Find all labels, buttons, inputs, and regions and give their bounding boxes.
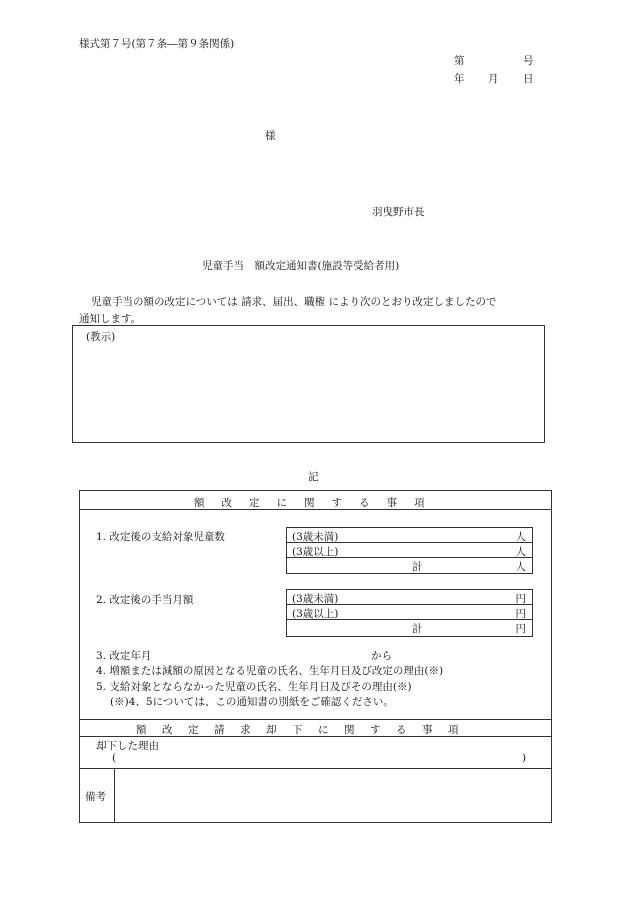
section2-header-divider — [80, 736, 551, 737]
row-unit: 円 — [515, 608, 526, 620]
row-unit: 人 — [515, 546, 526, 558]
date-year: 年 — [454, 73, 465, 85]
row-label: (3歳以上) — [292, 546, 339, 558]
item1-label: 1. 改定後の支給対象児童数 — [96, 531, 225, 543]
form-number: 様式第７号(第７条―第９条関係) — [79, 38, 235, 50]
item5-text: 5. 支給対象とならなかった児童の氏名、生年月日及びその理由(※) — [96, 681, 412, 693]
item4-text: 4. 増額または減額の原因となる児童の氏名、生年月日及び改定の理由(※) — [96, 665, 444, 677]
doc-number-prefix: 第 — [454, 55, 465, 67]
table-row — [287, 620, 532, 635]
section2-header: 額改定請求却下に関する事項 — [136, 724, 474, 736]
rejection-reason-label: 却下した理由 — [96, 740, 159, 752]
row-unit: 人 — [515, 531, 526, 543]
item2-monthly-amount-table — [286, 589, 533, 637]
addressee-suffix: 様 — [265, 130, 276, 142]
item3-from: から — [371, 650, 392, 662]
table-row — [287, 558, 532, 573]
reason-paren-open: ( — [112, 752, 117, 764]
row-total-label: 計 — [412, 623, 423, 635]
item3-label: 3. 改定年月 — [96, 650, 152, 662]
remarks-label: 備考 — [85, 791, 106, 803]
instruction-box — [72, 325, 545, 443]
instruction-label: (教示) — [86, 331, 116, 343]
intro-line-1: 児童手当の額の改定については 請求、届出、職権 により次のとおり改定しましたので — [91, 296, 497, 308]
section2-top-divider — [80, 719, 551, 720]
row-total-label: 計 — [412, 561, 423, 573]
table-row — [287, 590, 532, 605]
section1-header: 額改定に関する事項 — [194, 497, 442, 509]
item2-label: 2. 改定後の手当月額 — [96, 594, 194, 606]
item-note: (※)4、5については、この通知書の別紙をご確認ください。 — [110, 696, 394, 708]
remarks-column-divider — [114, 768, 115, 822]
row-unit: 人 — [515, 561, 526, 573]
intro-line-2: 通知します。 — [79, 313, 142, 325]
row-label: (3歳未満) — [292, 593, 339, 605]
table-row — [287, 543, 532, 558]
remarks-divider — [80, 768, 551, 769]
row-label: (3歳未満) — [292, 531, 339, 543]
reason-paren-close: ) — [522, 752, 527, 764]
table-row — [287, 528, 532, 543]
issuer: 羽曳野市長 — [372, 206, 425, 218]
ki-heading: 記 — [308, 471, 319, 483]
item1-child-count-table — [286, 527, 533, 574]
date-day: 日 — [523, 73, 534, 85]
doc-number-suffix: 号 — [523, 55, 534, 67]
date-month: 月 — [488, 73, 499, 85]
table-row — [287, 605, 532, 620]
row-label: (3歳以上) — [292, 608, 339, 620]
row-unit: 円 — [515, 623, 526, 635]
section1-header-divider — [80, 509, 551, 510]
main-table — [79, 490, 552, 823]
row-unit: 円 — [515, 593, 526, 605]
document-title: 児童手当 額改定通知書(施設等受給者用) — [202, 260, 400, 272]
